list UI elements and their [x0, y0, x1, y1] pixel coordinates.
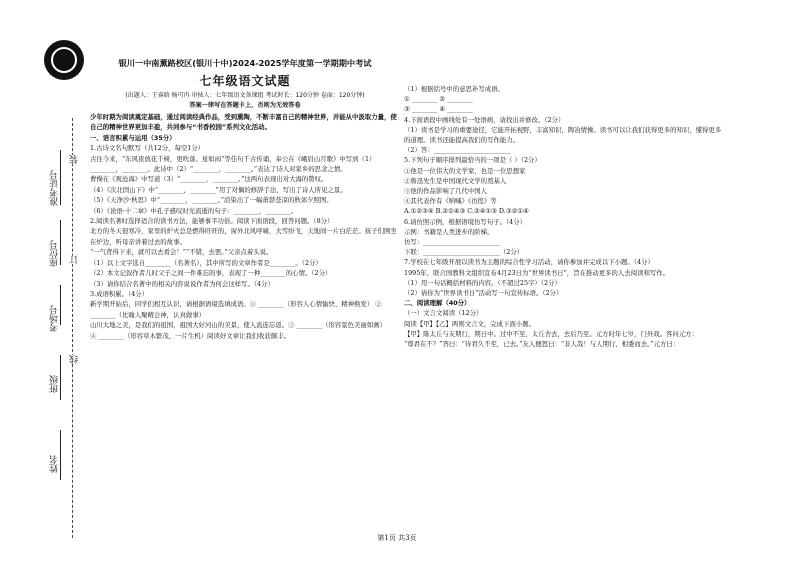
- right-column-line: 7.学校在七年级开展以读书为主题的综合性学习活动，请你参加并完成以下小题。（4分）: [404, 258, 654, 267]
- left-column-line: （6）《论语·十二章》中孔子感叹时光流逝的句子：________，________。: [90, 206, 298, 215]
- right-column-line: 5.下列句子顺序排列最恰当的一项是（ ）（2分）: [404, 156, 541, 165]
- binding-cut-line: [72, 118, 73, 538]
- left-column-line: （3）请你结合名著中的相关内容说说作者为何会这样写。（4分）: [90, 279, 274, 288]
- label-xm: 姓名: [50, 455, 60, 473]
- left-column-line: （4）《次北固山下》中“________，________”用了对偶的修辞手法，写出了诗人所见之景。: [90, 185, 347, 194]
- right-column-line: ① ________ ② ________: [404, 95, 473, 104]
- left-column-line: （5）《天净沙·秋思》中“________，________。”渲染出了一幅萧瑟苍凉的秋郊夕照图。: [90, 196, 333, 205]
- label-zwh: 座位号: [50, 240, 60, 267]
- blank-zwh: [60, 220, 61, 265]
- right-column-line: ③他的作品影响了几代中国人: [404, 187, 488, 196]
- label-bj: 班级: [50, 375, 60, 393]
- binding-char-zhuang: 装: [70, 155, 80, 164]
- left-column-line: 3.成语积累。（4分）: [90, 289, 149, 298]
- page-footer: 第1页 共3页: [377, 534, 417, 542]
- right-column-line: （1）用一句话概括材料的内容。（不超过25字）（2分）: [404, 278, 561, 287]
- seal-ring-icon: [51, 47, 77, 73]
- right-column-line: 4.下面语段中画线处有一处语病，请找出并修改。（2分）: [404, 115, 565, 124]
- left-column-line: “一气背得下来，就可以去看会！”“不错，去罢。”父亲点着头说。: [90, 248, 273, 257]
- right-column-line: ①他是一位伟大的文学家，也是一位思想家: [404, 166, 526, 175]
- left-column-line: 少年时期为阅读奠定基础，通过阅读经典作品，受到熏陶，不断丰富自己的精神世界，并能从中汲取力量，使自己的精神世界更加丰盈，共同参与“书香校园”系列文化活动。: [90, 113, 397, 132]
- left-column: [90, 112, 400, 341]
- right-column-line: 示例：书籍是人类进步的阶梯。: [404, 227, 494, 236]
- blank-bj: [60, 355, 61, 400]
- right-column-line: “尊君在不？”答曰：“待君久不至，已去。”友人便怒曰：“非人哉！与人期行，相委而去。”元方曰：: [404, 340, 680, 349]
- right-column: [404, 84, 722, 349]
- left-column-line: ④ ________（形容草木繁茂、一片生机）阅读好文章让我们收获颇丰。: [90, 331, 291, 340]
- exam-title: 七年级语文试题: [199, 74, 291, 88]
- left-column-line: 1.古诗文名句默写（共12分，每空1分）: [90, 144, 205, 153]
- right-column-line: 6.请仿照示例，根据语境仿写句子。（4分）: [404, 217, 526, 226]
- right-column-line: ④其代表作有《呐喊》《彷徨》等: [404, 197, 497, 206]
- left-column-line: 新学期开始后，同学们相互认识，请根据语境选填成语。① ________（形容人心情愉快、精神焕发） ② ________（比喻人聚精会神，认真做事）: [90, 300, 382, 319]
- right-column-line: ③ ________ ④ ________: [404, 105, 473, 114]
- exam-meta: (出题人：王睿晗 杨可冉 审核人：七年级语文备课组 考试时长：120分钟 卷面：120分钟): [125, 92, 365, 99]
- left-column-line: 古往今来，“东风夜放花千树，更吹落、星如雨”等佳句千古传诵，奉公在《峨眉山月歌》中写到（1）________，________。此诗中（2）“________，________。”表达了诗人对家乡的思念之情。: [90, 154, 376, 174]
- left-column-line: 山川大地之美，是我们的祖国，祖国大好河山的美景，使人流连忘返。③ ________（形容景色美丽如画）: [90, 321, 386, 330]
- blank-zkzh: [60, 150, 61, 205]
- binding-char-ding: 订: [70, 255, 80, 264]
- right-column-line: ②鲁迅先生是中国现代文学的奠基人: [404, 176, 507, 185]
- right-column-line: （2）答：________________________: [404, 146, 511, 155]
- right-column-line: （2）请你为“世界读书日”活动写一句宣传标语。（2分）: [404, 289, 563, 298]
- right-column-line: 仿写：________________________: [404, 238, 500, 247]
- right-column-line: 【甲】陈太丘与友期行，期日中。过中不至，太丘舍去，去后乃至。元方时年七岁，门外戏。客问元方：: [404, 329, 698, 338]
- exam-notice: 答案一律写在答题卡上，否则为无效答卷: [189, 102, 301, 109]
- left-column-line: （1）以上文字选自________（名著名），其中所写的文章作者是________。（2分）: [90, 258, 322, 267]
- right-column-line: 二、阅读理解（40分）: [404, 299, 471, 308]
- right-column-line: 1995年，联合国教科文组织宣布4月23日为“世界读书日”，旨在推动更多的人去阅读和写作。: [404, 268, 670, 277]
- right-column-line: （1）根据括号中的意思补写成语。: [404, 85, 504, 93]
- left-column-line: 北方的冬天很寒冷，家里的炉火总是燃得旺旺的，窗外北风呼啸，大雪纷飞，天地间一片白茫茫。孩子们围坐在炉边，听母亲讲着过去的故事。: [90, 227, 397, 246]
- binding-char-xian: 线: [70, 355, 80, 364]
- right-column-line: 下联：________________________（2分）: [404, 248, 524, 257]
- right-column-line: 阅读【甲】【乙】两则文言文，完成下面小题。: [404, 319, 536, 328]
- label-kch: 考场号: [50, 305, 60, 332]
- right-column-line: A.①②③④ B.②①④③ C.②④①③ D.③②①④: [404, 207, 529, 216]
- school-name: 银川一中南薰路校区(银川十中)2024-2025学年度第一学期期中考试: [118, 58, 372, 68]
- school-seal: [44, 40, 84, 80]
- right-column-line: （1）读书是学习的重要途径，它能开拓视野，丰富知识，陶冶情操。读书可以让我们获得更多的知识，懂得更多的道理。读书还能提高我们的写作能力。: [404, 125, 722, 145]
- blank-kch: [60, 285, 61, 325]
- left-column-line: 曹操在《观沧海》中写道（3）“________，________。”这两句表现出对大海的赞叹。: [90, 175, 328, 184]
- binding-margin: [0, 0, 86, 561]
- left-column-line: （2）本文记叙作者儿时父子之间一件难忘的事，表现了一种________的心情。（2分）: [90, 269, 332, 278]
- left-column-line: 一、语言积累与运用（35分）: [90, 133, 176, 142]
- blank-xm: [60, 430, 61, 480]
- label-zkzh: 准考证号: [50, 170, 60, 206]
- left-column-line: 2.阅读名著时选择适合的读书方法，能够事半功倍。阅读下面语段，回答问题。（8分）: [90, 217, 334, 226]
- right-column-line: （一）文言文阅读（12分）: [404, 309, 483, 318]
